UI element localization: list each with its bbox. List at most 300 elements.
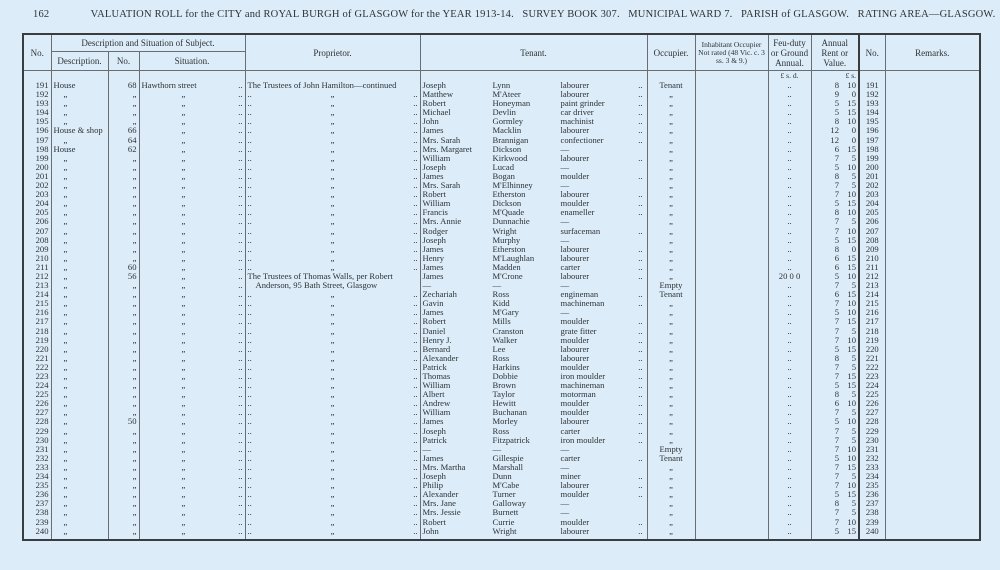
situation [139, 381, 245, 390]
tenant-surname: M'Crone [492, 271, 523, 281]
house-number: „ [108, 308, 139, 317]
situation-text: „ [181, 435, 186, 445]
description: „ [51, 108, 108, 117]
row-number-right: 224 [859, 381, 885, 390]
tenant [420, 445, 647, 454]
tenant-surname: Morley [492, 417, 518, 427]
leader-dots: .. [413, 453, 418, 463]
tenant-first-name: Rodger [422, 226, 448, 236]
tenant-first-name: — [422, 281, 432, 291]
leader-dots: .. [238, 226, 243, 236]
tenant-occupation: car driver [560, 108, 594, 118]
table-row [23, 299, 980, 308]
leader-dots: .. [247, 335, 252, 345]
description: „ [51, 499, 108, 508]
rent-shillings: 10 [847, 308, 857, 318]
leader-dots: .. [247, 90, 252, 100]
leader-dots: .. [413, 244, 418, 254]
tenant-cell [423, 490, 645, 499]
tenant-cell [423, 90, 645, 99]
feu-duty: .. [768, 399, 811, 408]
row-number-right: 217 [859, 317, 885, 326]
leader-dots [631, 236, 643, 245]
feu-duty: 20 0 0 [768, 272, 811, 281]
proprietor-cell [248, 108, 418, 117]
situation [139, 81, 245, 90]
rent-cell [814, 427, 857, 436]
description: „ [51, 154, 108, 163]
proprietor-cell [248, 254, 418, 263]
leader-dots: .. [413, 399, 418, 409]
description: House [51, 81, 108, 90]
leader-dots: .. [238, 408, 243, 418]
ditto-mark: „ [330, 217, 335, 227]
inhabitant-occupier [695, 263, 768, 272]
ditto-mark: „ [330, 117, 335, 127]
occupier: „ [647, 436, 695, 445]
ditto-mark: „ [330, 262, 335, 272]
remarks [885, 436, 980, 445]
situation [139, 281, 245, 290]
situation [139, 481, 245, 490]
leader-dots: .. [238, 299, 243, 309]
row-number: 239 [23, 518, 51, 527]
row-number: 232 [23, 454, 51, 463]
remarks [885, 90, 980, 99]
tenant-first-name: Joseph [422, 235, 446, 245]
leader-dots: .. [638, 481, 643, 491]
leader-dots: .. [247, 326, 252, 336]
annual-rent [811, 354, 859, 363]
proprietor [245, 217, 420, 226]
row-number-right: 195 [859, 117, 885, 126]
proprietor [245, 117, 420, 126]
house-number: 60 [108, 263, 139, 272]
tenant-first-name: James [422, 417, 444, 427]
rent-units: £ s. [811, 71, 859, 82]
tenant-cell [423, 463, 645, 472]
row-number-right: 194 [859, 108, 885, 117]
feu-duty: .. [768, 263, 811, 272]
tenant-cell [423, 272, 645, 281]
remarks [885, 327, 980, 336]
rent-shillings: 10 [847, 162, 857, 172]
leader-dots: .. [247, 299, 252, 309]
proprietor [245, 481, 420, 490]
situation-cell [142, 136, 243, 145]
proprietor [245, 163, 420, 172]
leader-dots [631, 281, 643, 290]
tenant-first-name: Daniel [422, 326, 446, 336]
rent-shillings: 15 [847, 290, 857, 300]
header-annual-rent: Annual Rent or Value. [811, 34, 859, 71]
leader-dots: .. [247, 390, 252, 400]
proprietor [245, 499, 420, 508]
tenant-cell [423, 245, 645, 254]
proprietor: The Trustees of John Hamilton—continued [245, 81, 420, 90]
leader-dots: .. [638, 271, 643, 281]
description: „ [51, 527, 108, 540]
annual-rent [811, 381, 859, 390]
proprietor-cell [248, 172, 418, 181]
table-row [23, 254, 980, 263]
annual-rent [811, 245, 859, 254]
rent-shillings: 15 [847, 526, 857, 536]
tenant-occupation: labourer [560, 244, 590, 254]
house-number: „ [108, 227, 139, 236]
tenant-first-name: Andrew [422, 399, 451, 409]
occupier: „ [647, 363, 695, 372]
occupier: „ [647, 208, 695, 217]
description: „ [51, 436, 108, 445]
proprietor [245, 245, 420, 254]
table-row [23, 390, 980, 399]
tenant-cell [423, 145, 645, 154]
remarks [885, 527, 980, 540]
ditto-mark: „ [330, 253, 335, 263]
house-number: „ [108, 481, 139, 490]
rent-shillings: 15 [847, 144, 857, 154]
leader-dots: .. [638, 90, 643, 100]
tenant [420, 90, 647, 99]
feu-duty: .. [768, 90, 811, 99]
table-row [23, 381, 980, 390]
leader-dots: .. [238, 281, 243, 291]
rent-cell [814, 299, 857, 308]
description: „ [51, 172, 108, 181]
feu-duty: .. [768, 481, 811, 490]
situation-text: „ [181, 526, 186, 536]
leader-dots: .. [247, 362, 252, 372]
tenant-surname: Wright [492, 226, 517, 236]
annual-rent [811, 490, 859, 499]
proprietor [245, 327, 420, 336]
leader-dots: .. [238, 208, 243, 218]
feu-duty: .. [768, 245, 811, 254]
description: „ [51, 272, 108, 281]
situation-text: „ [181, 281, 186, 291]
remarks [885, 136, 980, 145]
rent-pounds: 5 [834, 108, 840, 118]
row-number: 233 [23, 463, 51, 472]
proprietor [245, 336, 420, 345]
situation-text: „ [181, 226, 186, 236]
tenant-surname: Marshall [492, 462, 524, 472]
situation-cell [142, 245, 243, 254]
leader-dots: .. [638, 226, 643, 236]
tenant-occupation: motorman [560, 390, 596, 400]
ditto-mark: „ [330, 135, 335, 145]
remarks [885, 445, 980, 454]
row-number-right: 227 [859, 408, 885, 417]
occupier: „ [647, 408, 695, 417]
proprietor-cell [248, 227, 418, 236]
proprietor [245, 381, 420, 390]
leader-dots: .. [413, 408, 418, 418]
tenant-occupation: iron moulder [560, 435, 606, 445]
occupier: „ [647, 490, 695, 499]
proprietor [245, 208, 420, 217]
annual-rent [811, 81, 859, 90]
row-number: 198 [23, 145, 51, 154]
situation-text: „ [181, 290, 186, 300]
proprietor [245, 372, 420, 381]
rent-cell [814, 263, 857, 272]
proprietor [245, 408, 420, 417]
annual-rent [811, 154, 859, 163]
house-number: 50 [108, 417, 139, 426]
tenant-surname: Gormley [492, 117, 524, 127]
rent-shillings: 10 [847, 190, 857, 200]
table-row [23, 272, 980, 281]
inhabitant-occupier [695, 390, 768, 399]
inhabitant-occupier [695, 336, 768, 345]
row-number: 234 [23, 472, 51, 481]
table-row [23, 427, 980, 436]
leader-dots: .. [238, 444, 243, 454]
leader-dots: .. [638, 81, 643, 90]
leader-dots: .. [638, 171, 643, 181]
proprietor-cell [248, 145, 418, 154]
tenant-occupation: moulder [560, 362, 590, 372]
situation-text: „ [181, 262, 186, 272]
ditto-mark: „ [330, 353, 335, 363]
rent-cell [814, 317, 857, 326]
house-number: „ [108, 217, 139, 226]
rent-shillings: 15 [847, 108, 857, 118]
house-number: „ [108, 399, 139, 408]
proprietor [245, 354, 420, 363]
tenant-surname: Hewitt [492, 399, 516, 409]
tenant-occupation: — [560, 308, 570, 318]
tenant-surname: Wright [492, 526, 517, 536]
tenant-first-name: Mrs. Sarah [422, 181, 461, 191]
annual-rent [811, 108, 859, 117]
house-number: „ [108, 354, 139, 363]
tenant-surname: Bogan [492, 171, 515, 181]
tenant [420, 308, 647, 317]
leader-dots: .. [413, 417, 418, 427]
house-number: „ [108, 99, 139, 108]
house-number: „ [108, 181, 139, 190]
remarks [885, 208, 980, 217]
row-number: 196 [23, 126, 51, 135]
tenant [420, 408, 647, 417]
rent-pounds: 7 [834, 281, 840, 291]
table-row [23, 217, 980, 226]
rent-pounds: 6 [834, 253, 840, 263]
row-number: 210 [23, 254, 51, 263]
ditto-mark: „ [330, 108, 335, 118]
situation [139, 436, 245, 445]
tenant [420, 172, 647, 181]
rent-shillings: 5 [851, 326, 857, 336]
table-row [23, 227, 980, 236]
proprietor-cell [248, 518, 418, 527]
row-number-right: 200 [859, 163, 885, 172]
rent-cell [814, 117, 857, 126]
leader-dots: .. [638, 299, 643, 309]
row-number: 211 [23, 263, 51, 272]
occupier: „ [647, 163, 695, 172]
tenant [420, 272, 647, 281]
tenant-occupation: miner [560, 472, 581, 482]
tenant-occupation: — [560, 181, 570, 191]
house-number: „ [108, 299, 139, 308]
tenant-occupation: — [560, 462, 570, 472]
row-number-right: 216 [859, 308, 885, 317]
rent-shillings: 5 [851, 217, 857, 227]
remarks [885, 217, 980, 226]
rent-pounds: 7 [834, 462, 840, 472]
rent-shillings: 10 [847, 335, 857, 345]
rent-cell [814, 136, 857, 145]
occupier: „ [647, 227, 695, 236]
feu-duty: .. [768, 336, 811, 345]
leader-dots [631, 445, 643, 454]
rent-shillings: 5 [851, 426, 857, 436]
row-number-right: 232 [859, 454, 885, 463]
proprietor-cell [248, 508, 418, 517]
occupier: „ [647, 427, 695, 436]
table-row [23, 81, 980, 90]
rent-cell [814, 245, 857, 254]
description: „ [51, 217, 108, 226]
situation [139, 463, 245, 472]
tenant-occupation: labourer [560, 126, 590, 136]
ditto-mark: „ [330, 526, 335, 536]
ditto-mark: „ [330, 499, 335, 509]
tenant-occupation: carter [560, 453, 581, 463]
situation-cell [142, 290, 243, 299]
rent-pounds: 7 [834, 517, 840, 527]
description: „ [51, 381, 108, 390]
header-inhabitant: Inhabitant Occupier Not rated (48 Vic. c. 3 ss. 3 & 9.) [695, 34, 768, 71]
inhabitant-occupier [695, 354, 768, 363]
situation-text: „ [181, 108, 186, 118]
tenant-cell [423, 172, 645, 181]
leader-dots: .. [247, 481, 252, 491]
tenant-first-name: Matthew [422, 90, 454, 100]
feu-duty: .. [768, 454, 811, 463]
situation [139, 199, 245, 208]
row-number-right: 199 [859, 154, 885, 163]
situation-cell [142, 217, 243, 226]
leader-dots: .. [247, 262, 252, 272]
rent-pounds: 7 [834, 181, 840, 191]
tenant-surname: M'Ateer [492, 90, 521, 100]
situation-text: „ [181, 408, 186, 418]
remarks [885, 508, 980, 517]
row-number: 215 [23, 299, 51, 308]
proprietor-cell [248, 208, 418, 217]
annual-rent [811, 208, 859, 217]
tenant-first-name: Mrs. Annie [422, 217, 462, 227]
proprietor [245, 199, 420, 208]
tenant-occupation: moulder [560, 490, 590, 500]
description: „ [51, 417, 108, 426]
row-number-right: 211 [859, 263, 885, 272]
rent-cell [814, 217, 857, 226]
occupier: „ [647, 181, 695, 190]
header-tenant: Tenant. [420, 34, 647, 71]
feu-duty: .. [768, 417, 811, 426]
remarks [885, 126, 980, 135]
tenant [420, 372, 647, 381]
rent-cell [814, 445, 857, 454]
row-number: 203 [23, 190, 51, 199]
leader-dots: .. [238, 381, 243, 391]
feu-duty: .. [768, 136, 811, 145]
tenant [420, 417, 647, 426]
table-row [23, 126, 980, 135]
ditto-mark: „ [330, 335, 335, 345]
situation-text: „ [181, 299, 186, 309]
tenant-surname: Gillespie [492, 453, 524, 463]
remarks [885, 254, 980, 263]
annual-rent [811, 445, 859, 454]
remarks [885, 490, 980, 499]
header-feu-duty: Feu-duty or Ground Annual. [768, 34, 811, 71]
tenant-cell [423, 136, 645, 145]
situation [139, 117, 245, 126]
row-number: 209 [23, 245, 51, 254]
tenant [420, 327, 647, 336]
tenant-cell [423, 117, 645, 126]
leader-dots: .. [413, 372, 418, 381]
feu-duty: .. [768, 445, 811, 454]
proprietor-cell [248, 454, 418, 463]
rent-shillings: 5 [851, 281, 857, 291]
leader-dots: .. [238, 271, 243, 281]
leader-dots: .. [413, 181, 418, 191]
leader-dots: .. [638, 526, 643, 536]
situation [139, 236, 245, 245]
situation [139, 527, 245, 540]
situation [139, 363, 245, 372]
leader-dots: .. [247, 399, 252, 409]
occupier: „ [647, 108, 695, 117]
tenant [420, 126, 647, 135]
tenant-surname: Ross [492, 290, 510, 300]
leader-dots: .. [238, 490, 243, 500]
inhabitant-occupier [695, 126, 768, 135]
house-number: „ [108, 336, 139, 345]
row-number: 238 [23, 508, 51, 517]
situation [139, 254, 245, 263]
feu-duty: .. [768, 154, 811, 163]
situation-cell [142, 527, 243, 536]
proprietor [245, 299, 420, 308]
leader-dots [631, 508, 643, 517]
feu-duty: .. [768, 145, 811, 154]
occupier: „ [647, 272, 695, 281]
leader-dots: .. [238, 262, 243, 272]
rent-shillings: 10 [847, 271, 857, 281]
rent-pounds: 12 [830, 126, 840, 136]
leader-dots: .. [238, 90, 243, 100]
tenant [420, 136, 647, 145]
description: „ [51, 472, 108, 481]
table-row [23, 472, 980, 481]
tenant-cell [423, 390, 645, 399]
leader-dots: .. [238, 317, 243, 327]
situation-text: „ [181, 217, 186, 227]
tenant-first-name: William [422, 408, 451, 418]
house-number: 68 [108, 81, 139, 90]
leader-dots: .. [238, 344, 243, 354]
remarks [885, 181, 980, 190]
